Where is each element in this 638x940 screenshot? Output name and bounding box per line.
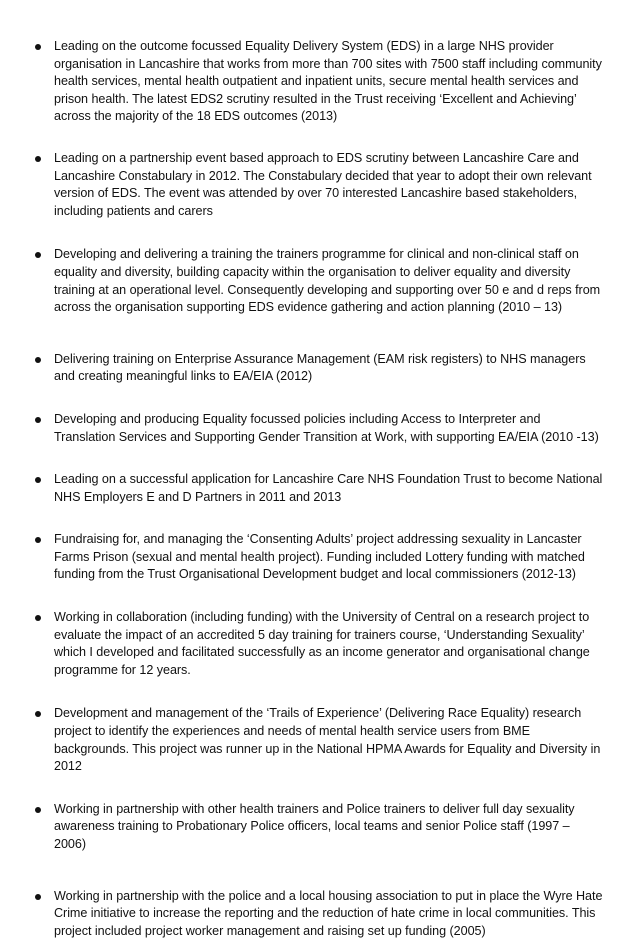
bullet-icon <box>35 357 41 363</box>
list-item <box>34 801 604 854</box>
list-item-text: Developing and delivering a training the trainers programme for clinical and non-clinical staff on equality and diversity, building capacity within the organisation to deliver equality and diversity training at an operational level. Consequently developing and supporting over 50 e and d reps from across the organisation supporting EDS evidence gathering and action planning (2010 – 13) <box>54 247 601 315</box>
list-item <box>34 351 604 386</box>
list-item-text: Development and management of the ‘Trails of Experience’ (Delivering Race Equality) research project to identify the experiences and needs of mental health service users from BME backgrounds. This project was runner up in the National HPMA Awards for Equality and Diversity in 2012 <box>54 706 601 774</box>
list-item <box>34 471 604 506</box>
bullet-icon <box>35 537 41 543</box>
list-item-text: Leading on a partnership event based approach to EDS scrutiny between Lancashire Care and Lancashire Constabulary in 2012. The Constabulary decided that year to adopt their own relevant version of EDS. The event was attended by over 70 interested Lancashire based stakeholders, including patients and carers <box>54 150 592 218</box>
bullet-icon <box>35 417 41 423</box>
list-item <box>34 411 604 446</box>
list-item <box>34 531 604 584</box>
list-item-text: Working in partnership with the police and a local housing association to put in place the Wyre Hate Crime initiative to increase the reporting and the reduction of hate crime in local communities. This project included project worker management and raising set up funding (2005) <box>54 888 603 938</box>
bullet-icon <box>35 156 41 162</box>
list-item-text: Leading on a successful application for Lancashire Care NHS Foundation Trust to become National NHS Employers E and D Partners in 2011 and 2013 <box>54 472 603 504</box>
list-item-text: Delivering training on Enterprise Assurance Management (EAM risk registers) to NHS managers and creating meaningful links to EA/EIA (2012) <box>54 351 586 384</box>
list-item-text: Fundraising for, and managing the ‘Consenting Adults’ project addressing sexuality in Lancaster Farms Prison (sexual and mental health project). Funding included Lottery funding with matched funding from the Trust Organisational Development budget and local commissioners (2012-13) <box>54 532 585 582</box>
list-item <box>34 609 604 679</box>
list-item <box>34 150 604 220</box>
list-item <box>34 38 604 126</box>
bullet-icon <box>35 615 41 621</box>
list-item <box>34 246 604 316</box>
bullet-icon <box>35 807 41 813</box>
bullet-icon <box>35 477 41 483</box>
list-item <box>34 888 604 940</box>
achievements-list <box>34 38 604 940</box>
bullet-icon <box>35 711 41 717</box>
list-item <box>34 705 604 775</box>
list-item-text: Developing and producing Equality focussed policies including Access to Interpreter and Translation Services and Supporting Gender Transition at Work, with supporting EA/EIA (2010 -13) <box>54 411 599 444</box>
bullet-icon <box>35 252 41 258</box>
bullet-icon <box>35 894 41 900</box>
bullet-icon <box>35 44 41 50</box>
list-item-text: Leading on the outcome focussed Equality Delivery System (EDS) in a large NHS provider organisation in Lancashire that works from more than 700 sites with 7500 staff including community health services, mental health outpatient and inpatient units, secure mental health services and prison health. The latest EDS2 scrutiny resulted in the Trust receiving ‘Excellent and Achieving’ across the majority of the 18 EDS outcomes (2013) <box>54 39 602 124</box>
list-item-text: Working in collaboration (including funding) with the University of Central on a research project to evaluate the impact of an accredited 5 day training for trainers course, ‘Understanding Sexuality’ which I developed and facilitated successfully as an income generator and organisational change programme for 12 years. <box>54 610 590 677</box>
list-item-text: Working in partnership with other health trainers and Police trainers to deliver full day sexuality awareness training to Probationary Police officers, local teams and senior Police staff (1997 – 2006) <box>54 801 575 851</box>
